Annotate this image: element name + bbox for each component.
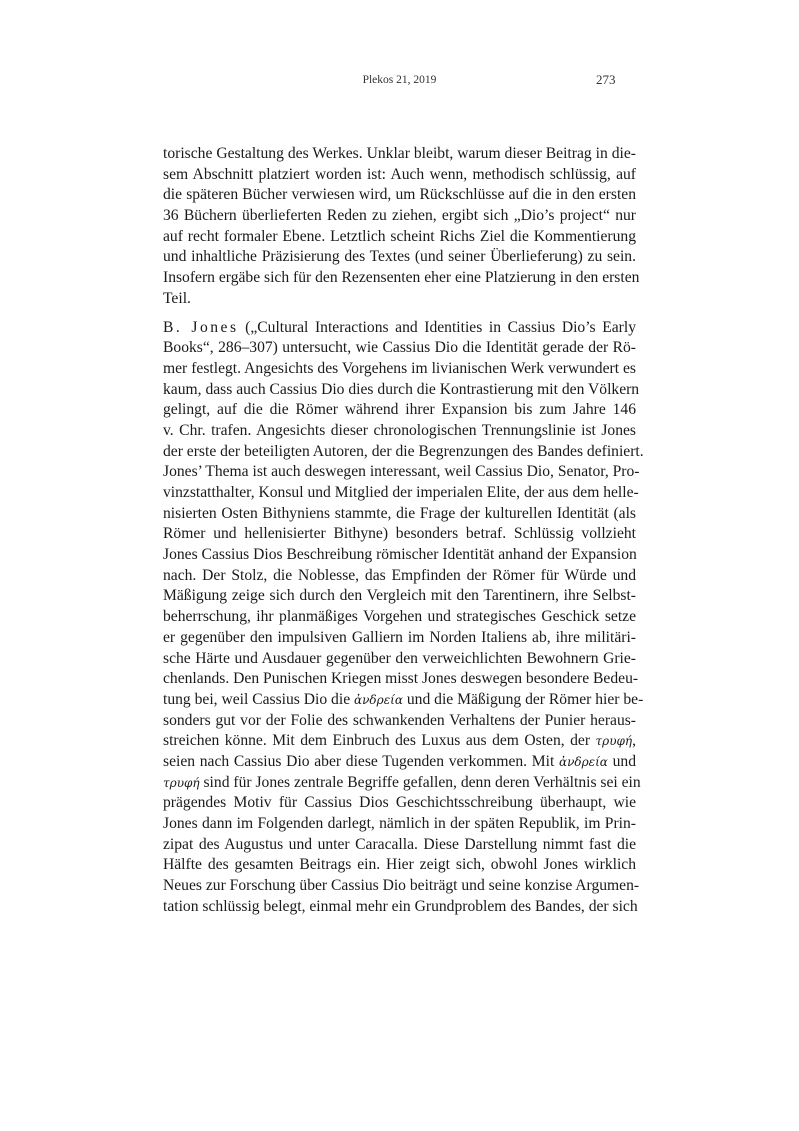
text-line: Römer und hellenisierter Bithyne) besonders betraf. Schlüssig vollzieht [163,525,636,543]
text-line: Insofern ergäbe sich für den Rezensenten eher eine Platzierung in den ersten [163,269,640,287]
text-line: er gegenüber den impulsiven Galliern im Norden Italiens ab, ihre militäri- [163,628,636,646]
greek-term-tryphe: τρυφή [595,734,633,749]
text-fragment: tung bei, weil Cassius Dio die [163,690,355,708]
text-line: und inhaltliche Präzisierung des Textes (und seiner Überlieferung) zu sein. [163,248,636,266]
text-fragment: und [607,752,636,770]
text-line: Books“, 286–307) untersucht, wie Cassius Dio die Identität gerade der Rö- [163,339,636,357]
running-head [0,72,799,92]
text-line: tation schlüssig belegt, einmal mehr ein Grundproblem des Bandes, der sich [163,897,638,915]
text-fragment: und die Mäßigung der Römer hier be- [402,690,644,708]
journal-citation: Plekos 21, 2019 [362,74,437,86]
text-fragment: sind für Jones zentrale Begriffe gefallen, denn deren Verhältnis sei ein [199,773,641,791]
text-fragment: , [632,732,636,750]
text-line: sonders gut vor der Folie des schwankenden Verhaltens der Punier heraus- [163,711,636,729]
text-line: chenlands. Den Punischen Kriegen misst Jones deswegen besondere Bedeu- [163,670,639,688]
text-line: Hälfte des gesamten Beitrags ein. Hier zeigt sich, obwohl Jones wirklich [163,856,636,874]
text-line: torische Gestaltung des Werkes. Unklar bleibt, warum dieser Beitrag in die- [163,145,636,162]
text-line: der erste der beteiligten Autoren, der die Begrenzungen des Bandes definiert. [163,442,644,460]
text-line: sche Härte und Ausdauer gegenüber den verweichlichten Bewohnern Grie- [163,649,636,667]
text-line [163,731,636,752]
text-line: Mäßigung zeige sich durch den Vergleich mit den Tarentinern, ihre Selbst- [163,587,636,605]
page-number: 273 [596,72,616,87]
greek-term-tryphe: τρυφή [163,775,200,790]
text-line: gelingt, auf die die Römer während ihrer Expansion bis zum Jahre 146 [163,401,636,419]
text-line: nach. Der Stolz, die Noblesse, das Empfinden der Römer für Würde und [163,566,636,584]
text-line: 36 Büchern überlieferten Reden zu ziehen, ergibt sich „Dio’s project“ nur [163,207,636,225]
text-line [163,318,636,339]
body-text [163,144,644,917]
text-line: kaum, dass auch Cassius Dio dies durch die Kontrastierung mit den Völkern [163,380,640,398]
greek-term-andreia: ἀνδρεία [354,692,403,707]
paragraph-2 [163,318,644,918]
text-line [163,773,641,794]
text-line: auf recht formaler Ebene. Letztlich scheint Richs Ziel die Kommentierung [163,227,636,245]
text-line: Jones Cassius Dios Beschreibung römischer Identität anhand der Expansion [163,546,637,564]
text-line: zipat des Augustus und unter Caracalla. Diese Darstellung nimmt fast die [163,835,636,853]
text-line: Jones’ Thema ist auch deswegen interessant, weil Cassius Dio, Senator, Pro- [163,463,640,481]
text-fragment: („Cultural Interactions and Identities in Cassius Dio’s Early [238,318,636,336]
text-line: prägendes Motiv für Cassius Dios Geschichtsschreibung überhaupt, wie [163,794,636,812]
text-line [163,752,636,773]
text-line: beherrschung, ihr planmäßiges Vorgehen und strategisches Geschick setze [163,608,636,626]
text-line: Neues zur Forschung über Cassius Dio beiträgt und seine konzise Argumen- [163,877,640,895]
text-line: v. Chr. trafen. Angesichts dieser chronologischen Trennungslinie ist Jones [163,421,636,439]
author-name: B. Jones [163,318,239,336]
greek-term-andreia: ἀνδρεία [558,754,608,769]
text-line: Jones dann im Folgenden darlegt, nämlich in der späten Republik, im Prin- [163,815,636,832]
text-line: Teil. [163,289,191,307]
text-line: die späteren Bücher verwiesen wird, um Rückschlüsse auf die in den ersten [163,186,636,204]
text-fragment: streichen könne. Mit dem Einbruch des Luxus aus dem Osten, der [163,732,596,750]
text-line: sem Abschnitt platziert worden ist: Auch wenn, methodisch schlüssig, auf [163,165,636,183]
text-line: vinzstatthalter, Konsul und Mitglied der imperialen Elite, der aus dem helle- [163,484,639,501]
text-line: nisierten Osten Bithyniens stammte, die Frage der kulturellen Identität (als [163,504,636,522]
text-fragment: seien nach Cassius Dio aber diese Tugenden verkommen. Mit [163,752,559,770]
text-line [163,690,644,711]
text-line: mer festlegt. Angesichts des Vorgehens im livianischen Werk verwundert es [163,359,636,377]
paragraph-1 [163,144,640,310]
